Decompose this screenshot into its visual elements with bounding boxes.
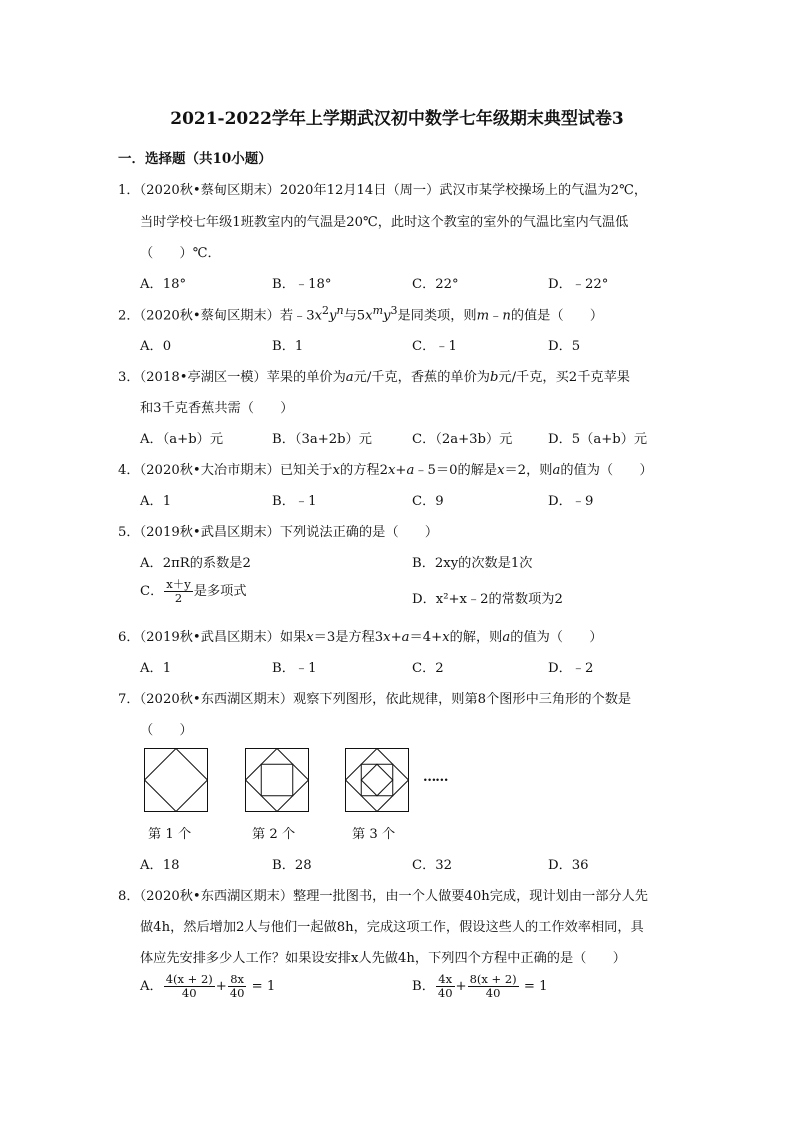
q2-option-a: A．0 [140, 339, 172, 354]
figure-1 [144, 748, 208, 812]
figure-1-caption: 第 1 个 [148, 827, 192, 842]
q8-line3: 体应先安排多少人工作？如果设安排x人先做4h，下列四个方程中正确的是（ ） [140, 951, 626, 966]
q4-option-d: D．﹣9 [548, 494, 594, 509]
q7-line1: 7．（2020秋•东西湖区期末）观察下列图形，依此规律，则第8个图形中三角形的个数是 [118, 692, 632, 707]
figure-2-caption: 第 2 个 [252, 827, 296, 842]
q6-option-d: D．﹣2 [548, 661, 594, 676]
q3-option-b: B．（3a+2b）元 [272, 432, 372, 447]
q1-option-b: B．﹣18° [272, 277, 332, 292]
q5-option-a: A．2πR的系数是2 [140, 556, 251, 571]
q3-option-c: C．（2a+3b）元 [412, 432, 513, 447]
q1-line3: （ ）℃． [140, 246, 221, 261]
q3-line2: 和3千克香蕉共需（ ） [140, 401, 294, 416]
q1-option-d: D．﹣22° [548, 277, 609, 292]
figure-3-caption: 第 3 个 [352, 827, 396, 842]
q6-option-b: B．﹣1 [272, 661, 317, 676]
q5-stem: 5．（2019秋•武昌区期末）下列说法正确的是（ ） [118, 525, 439, 540]
q6-option-a: A．1 [140, 661, 172, 676]
q8-option-a: A． $\frac{4(x + 2)}{40}$ + $\frac{8x}{40}$ = 1 [140, 972, 276, 1000]
q2-option-c: C．﹣1 [412, 339, 457, 354]
section-heading: 一．选择题（共10小题） [118, 151, 272, 167]
q3-option-a: A．（a+b）元 [140, 432, 224, 447]
q3-option-d: D．5（a+b）元 [548, 432, 648, 447]
q1-option-c: C．22° [412, 277, 459, 292]
q7-option-c: C．32 [412, 858, 453, 873]
q5-option-d: D．x²+x﹣2的常数项为2 [412, 592, 563, 607]
q8-line2: 做4h，然后增加2人与他们一起做8h，完成这项工作，假设这些人的工作效率相同，具 [140, 920, 644, 935]
q7-option-b: B．28 [272, 858, 312, 873]
q1-option-a: A．18° [140, 277, 187, 292]
q1-line2: 当时学校七年级1班教室内的气温是20℃，此时这个教室的室外的气温比室内气温低 [140, 215, 629, 230]
q4-option-c: C．9 [412, 494, 444, 509]
q4-stem: 4．（2020秋•大冶市期末）已知关于x的方程2x+a﹣5＝0的解是x＝2，则a的值为（ ） [118, 463, 653, 478]
q2-option-b: B．1 [272, 339, 304, 354]
q6-option-c: C．2 [412, 661, 444, 676]
q7-line2: （ ） [140, 723, 193, 738]
q3-line1: 3．（2018•亭湖区一模）苹果的单价为a元/千克，香蕉的单价为b元/千克，买2千克苹果 [118, 370, 630, 385]
q4-option-b: B．﹣1 [272, 494, 317, 509]
q4-option-a: A．1 [140, 494, 172, 509]
q1-line1: 1．（2020秋•蔡甸区期末）2020年12月14日（周一）武汉市某学校操场上的气温为2℃， [118, 183, 648, 198]
q2-stem: 2．（2020秋•蔡甸区期末）若$﹣3x^2y^n$与$5x^my^3$是同类项，则m﹣n的值是（ ） [118, 304, 604, 324]
q6-stem: 6．（2019秋•武昌区期末）如果x＝3是方程3x+a＝4+x的解，则a的值为（ ） [118, 630, 603, 645]
q8-line1: 8．（2020秋•东西湖区期末）整理一批图书，由一个人做要40h完成，现计划由一部分人先 [118, 889, 648, 904]
figure-2 [245, 748, 309, 812]
figure-ellipsis: …… [423, 770, 448, 785]
q7-option-a: A．18 [140, 858, 180, 873]
page-title: 2021-2022学年上学期武汉初中数学七年级期末典型试卷3 [170, 109, 624, 129]
q8-option-b: B． $\frac{4x}{40}$ + $\frac{8(x + 2)}{40}$ = 1 [412, 972, 548, 1000]
q5-option-b: B．2xy的次数是1次 [412, 556, 533, 571]
q2-option-d: D．5 [548, 339, 581, 354]
q7-option-d: D．36 [548, 858, 589, 873]
figure-3 [345, 748, 409, 812]
q5-option-c: C． $\frac{x+y}{2}$ 是多项式 [140, 577, 247, 605]
